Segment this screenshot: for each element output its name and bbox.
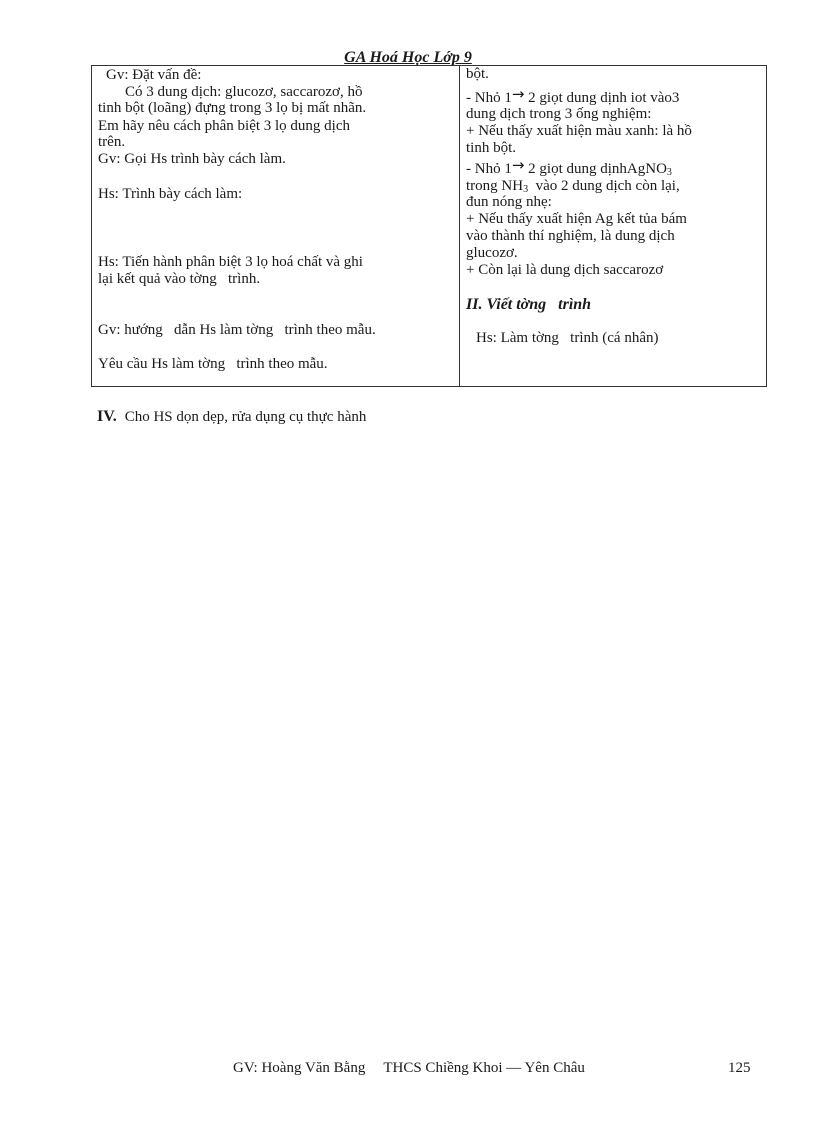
step-text: Cho HS dọn dẹp, rửa dụng cụ thực hành bbox=[124, 409, 367, 425]
right-line: - Nhỏ 1→ 2 giọt dung dịnhAgNO$_3$ bbox=[466, 156, 672, 178]
right-line: glucozơ. bbox=[466, 245, 518, 261]
page-number: 125 bbox=[728, 1060, 751, 1076]
left-line: Gv: hướng dẫn Hs làm tờng trình theo mẫu. bbox=[98, 322, 376, 338]
right-line: + Còn lại là dung dịch saccarozơ bbox=[466, 262, 664, 278]
lesson-table bbox=[91, 65, 767, 387]
right-line: tinh bột. bbox=[466, 140, 517, 156]
left-line: Gv: Đặt vấn đề: bbox=[106, 67, 202, 83]
right-line: - Nhỏ 1→ 2 giọt dung dịnh iot vào3 bbox=[466, 85, 680, 106]
left-line: lại kết quả vào tờng trình. bbox=[98, 271, 261, 287]
page-header: GA Hoá Học Lớp 9 bbox=[344, 49, 472, 66]
left-line: Gv: Gọi Hs trình bày cách làm. bbox=[98, 151, 286, 167]
left-line: tinh bột (loãng) đựng trong 3 lọ bị mất nhãn. bbox=[98, 100, 367, 116]
column-divider bbox=[459, 66, 460, 386]
right-line: + Nếu thấy xuất hiện màu xanh: là hồ bbox=[466, 123, 692, 139]
footer bbox=[233, 1060, 603, 1077]
right-line: Hs: Làm tờng trình (cá nhân) bbox=[476, 330, 659, 346]
footer-teacher: GV: Hoàng Văn Bằng bbox=[233, 1060, 366, 1076]
left-line: Hs: Tiến hành phân biệt 3 lọ hoá chất và ghi bbox=[98, 254, 363, 270]
right-line: đun nóng nhẹ: bbox=[466, 194, 552, 210]
right-line: trong $NH_3$ vào 2 dung dịch còn lại, bbox=[466, 178, 680, 195]
step-number: IV. bbox=[97, 408, 117, 425]
left-line: trên. bbox=[98, 134, 126, 150]
right-line: vào thành thí nghiệm, là dung dịch bbox=[466, 228, 675, 244]
right-line: + Nếu thấy xuất hiện Ag kết tủa bám bbox=[466, 211, 687, 227]
left-line: Yêu cầu Hs làm tờng trình theo mẫu. bbox=[98, 356, 328, 372]
footer-school: THCS Chiềng Khoi — Yên Châu bbox=[383, 1060, 585, 1076]
left-line: Có 3 dung dịch: glucozơ, saccarozơ, hồ bbox=[125, 84, 363, 100]
arrow-icon: → bbox=[511, 85, 525, 103]
closing-step bbox=[97, 408, 366, 426]
section-heading: II. Viết tờng trình bbox=[466, 296, 592, 313]
right-line: bột. bbox=[466, 66, 489, 82]
left-line: Em hãy nêu cách phân biệt 3 lọ dung dịch bbox=[98, 118, 351, 134]
left-line: Hs: Trình bày cách làm: bbox=[98, 186, 243, 202]
right-line: dung dịch trong 3 ống nghiệm: bbox=[466, 106, 652, 122]
arrow-icon: → bbox=[511, 156, 525, 174]
